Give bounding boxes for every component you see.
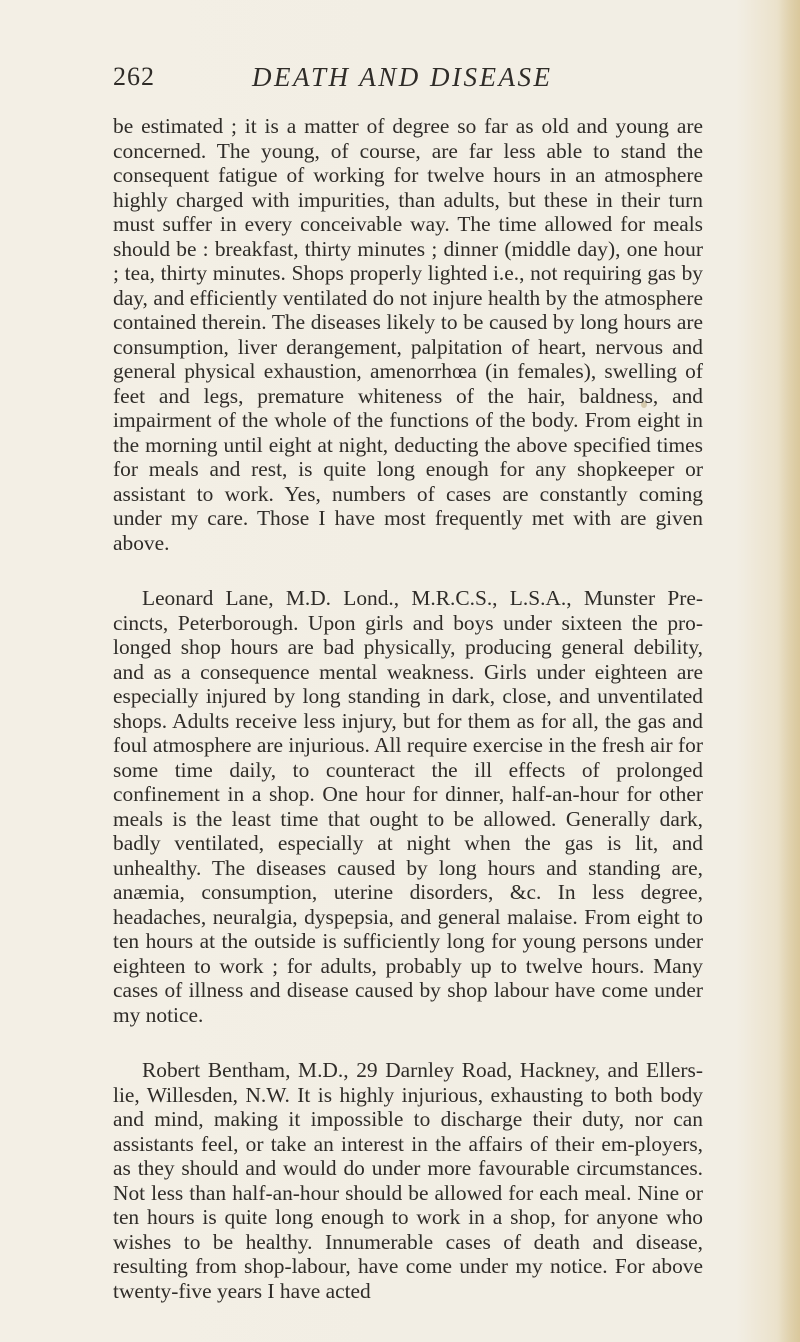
page-edge-stain <box>778 0 800 1342</box>
page-header <box>113 62 703 98</box>
running-title: DEATH AND DISEASE <box>252 62 553 92</box>
paragraph-robert-bentham: Robert Bentham, M.D., 29 Darnley Road, Hackney, and Ellers-lie, Willesden, N.W. It is highly injurious, exhausting to both body and mind, making it impossible to discharge their duty, nor can assistants feel, or take an interest in the affairs of their em-ployers, as they should and would do under more favourable circumstances. Not less than half-an-hour should be allowed for each meal. Nine or ten hours is quite long enough to work in a shop, for anyone who wishes to be healthy. Innumerable cases of death and disease, resulting from shop-labour, have come under my notice. For above twenty-five years I have acted <box>113 1058 703 1303</box>
paragraph-continuation: be estimated ; it is a matter of degree so far as old and young are concerned. The young, of course, are far less able to stand the consequent fatigue of working for twelve hours in an atmosphere highly charged with impurities, than adults, but these in their turn must suffer in every conceivable way. The time allowed for meals should be : breakfast, thirty minutes ; dinner (middle day), one hour ; tea, thirty minutes. Shops properly lighted i.e., not requiring gas by day, and efficiently ventilated do not injure health by the atmosphere contained therein. The diseases likely to be caused by long hours are consumption, liver derangement, palpitation of heart, nervous and general physical exhaustion, amenorrhœa (in females), swelling of feet and legs, premature whiteness of the hair, baldness, and impairment of the whole of the functions of the body. From eight in the morning until eight at night, deducting the above specified times for meals and rest, is quite long enough for any shopkeeper or assistant to work. Yes, numbers of cases are constantly coming under my care. Those I have most frequently met with are given above. <box>113 114 703 555</box>
body-text <box>113 114 703 1303</box>
page-number: 262 <box>113 62 155 91</box>
paragraph-leonard-lane: Leonard Lane, M.D. Lond., M.R.C.S., L.S.A., Munster Pre-cincts, Peterborough. Upon girls and boys under sixteen the pro-longed shop hours are bad physically, producing general debility, and as a consequence mental weakness. Girls under eighteen are especially injured by long standing in dark, close, and unventilated shops. Adults receive less injury, but for them as for all, the gas and foul atmosphere are injurious. All require exercise in the fresh air for some time daily, to counteract the ill effects of prolonged confinement in a shop. One hour for dinner, half-an-hour for other meals is the least time that ought to be allowed. Generally dark, badly ventilated, especially at night when the gas is lit, and unhealthy. The diseases caused by long hours and standing are, anæmia, consumption, uterine disorders, &c. In less degree, headaches, neuralgia, dyspepsia, and general malaise. From eight to ten hours at the outside is sufficiently long for young persons under eighteen to work ; for adults, probably up to twelve hours. Many cases of illness and disease caused by shop labour have come under my notice. <box>113 586 703 1027</box>
